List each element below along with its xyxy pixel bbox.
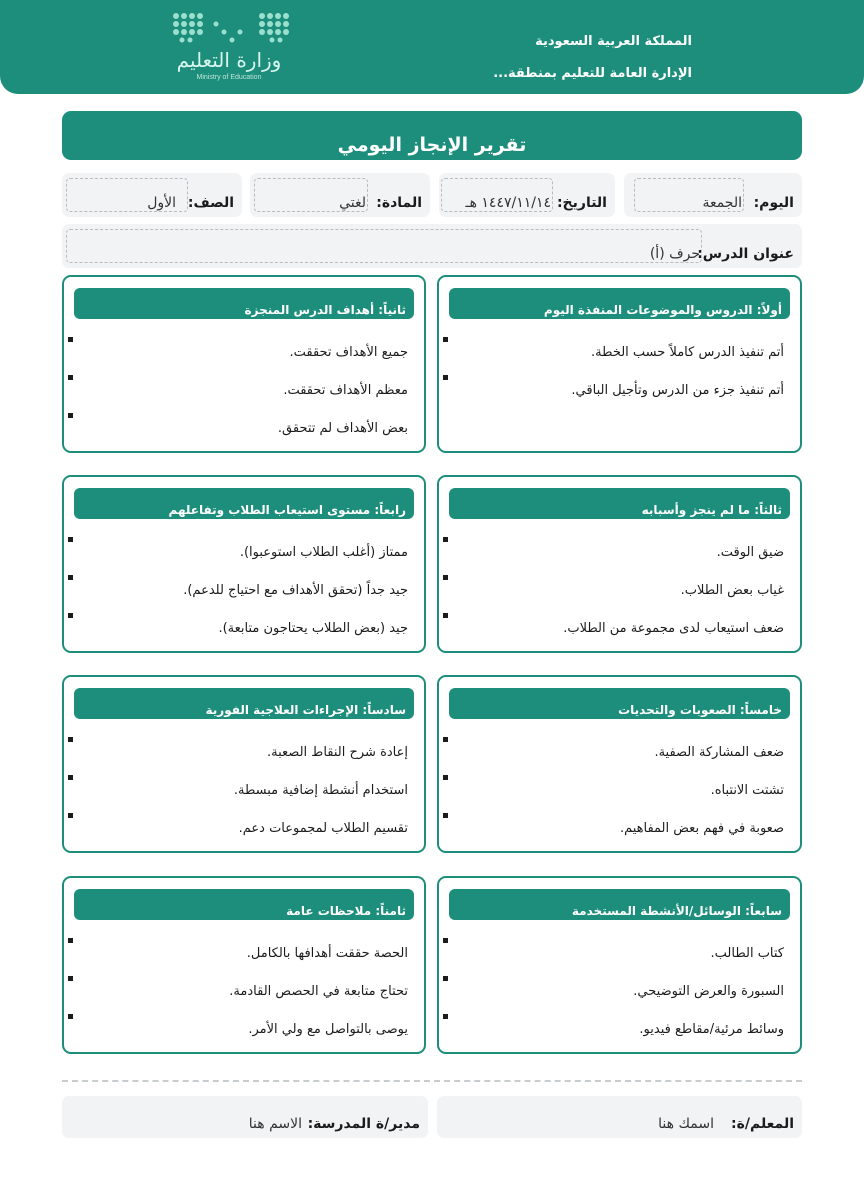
date-value: ١٤٤٧/١١/١٤ هـ <box>465 195 551 211</box>
report-section <box>62 475 426 653</box>
bullet-icon <box>443 976 448 981</box>
section-header <box>449 889 790 920</box>
section-title: ثانياً: أهداف الدرس المنجزة <box>244 303 406 317</box>
subject-label: المادة: <box>376 195 422 211</box>
bullet-icon <box>68 537 73 542</box>
bullet-icon <box>443 537 448 542</box>
section-title: أولاً: الدروس والموضوعات المنفذة اليوم <box>543 303 782 317</box>
section-title: سادساً: الإجراءات العلاجية الفورية <box>205 703 406 717</box>
section-item: استخدام أنشطة إضافية مبسطة. <box>233 783 408 798</box>
section-header <box>74 488 414 519</box>
section-title: رابعاً: مستوى استيعاب الطلاب وتفاعلهم <box>168 503 406 517</box>
subject-field <box>250 173 430 217</box>
principal-label: مدير/ة المدرسة: <box>307 1116 420 1132</box>
section-item: أتم تنفيذ جزء من الدرس وتأجيل الباقي. <box>571 383 784 398</box>
bullet-icon <box>68 1014 73 1019</box>
section-item: تشتت الانتباه. <box>710 783 784 798</box>
section-title: ثامناً: ملاحظات عامة <box>286 904 406 918</box>
section-item: أتم تنفيذ الدرس كاملاً حسب الخطة. <box>591 345 784 360</box>
subject-value: لغتي <box>339 195 366 211</box>
section-item: جميع الأهداف تحققت. <box>289 345 408 360</box>
report-title: تقرير الإنجاز اليومي <box>337 134 527 156</box>
bullet-icon <box>68 775 73 780</box>
section-item: غياب بعض الطلاب. <box>680 583 784 598</box>
bullet-icon <box>68 976 73 981</box>
section-item: يوصى بالتواصل مع ولي الأمر. <box>248 1022 408 1037</box>
bullet-icon <box>443 938 448 943</box>
bullet-icon <box>68 613 73 618</box>
ministry-logo <box>168 10 290 86</box>
section-title: خامساً: الصعوبات والتحديات <box>618 703 782 717</box>
bullet-icon <box>68 813 73 818</box>
report-section <box>437 275 802 453</box>
date-field <box>439 173 615 217</box>
section-header <box>74 688 414 719</box>
bullet-icon <box>443 613 448 618</box>
section-item: السبورة والعرض التوضيحي. <box>633 984 784 999</box>
section-item: إعادة شرح النقاط الصعبة. <box>267 745 408 760</box>
report-title-bar <box>62 111 802 160</box>
bullet-icon <box>443 737 448 742</box>
section-item: ممتاز (أغلب الطلاب استوعبوا). <box>239 545 408 560</box>
grade-field <box>62 173 242 217</box>
section-item: جيد جداً (تحقق الأهداف مع احتياج للدعم). <box>183 583 408 598</box>
lesson-field <box>62 224 802 268</box>
section-header <box>74 889 414 920</box>
section-item: الحصة حققت أهدافها بالكامل. <box>246 946 408 961</box>
report-section <box>62 675 426 853</box>
principal-signature-field <box>62 1096 428 1138</box>
principal-name[interactable]: الاسم هنا <box>248 1116 302 1132</box>
divider <box>62 1080 802 1082</box>
bullet-icon <box>68 938 73 943</box>
bullet-icon <box>68 575 73 580</box>
grade-value: الأول <box>147 195 176 211</box>
logo-name: وزارة التعليم <box>176 48 282 72</box>
teacher-signature-field <box>437 1096 802 1138</box>
logo-english-name: Ministry of Education <box>196 74 262 81</box>
section-header <box>74 288 414 319</box>
section-item: ضعف استيعاب لدى مجموعة من الطلاب. <box>563 621 784 636</box>
bullet-icon <box>443 1014 448 1019</box>
lesson-label: عنوان الدرس: <box>697 246 794 262</box>
bullet-icon <box>443 775 448 780</box>
section-item: جيد (بعض الطلاب يحتاجون متابعة). <box>218 621 408 636</box>
teacher-name[interactable]: اسمك هنا <box>658 1116 714 1132</box>
report-section <box>437 475 802 653</box>
bullet-icon <box>68 375 73 380</box>
date-label: التاريخ: <box>556 195 607 211</box>
section-item: تقسيم الطلاب لمجموعات دعم. <box>238 821 408 836</box>
bullet-icon <box>68 737 73 742</box>
section-title: ثالثاً: ما لم ينجز وأسبابه <box>641 503 782 517</box>
section-item: ضعف المشاركة الصفية. <box>654 745 784 760</box>
section-item: تحتاج متابعة في الحصص القادمة. <box>229 984 408 999</box>
bullet-icon <box>443 813 448 818</box>
header-country: المملكة العربية السعودية <box>535 34 692 49</box>
day-value: الجمعة <box>702 195 742 211</box>
day-label: اليوم: <box>753 195 794 211</box>
section-header <box>449 288 790 319</box>
section-title: سابعاً: الوسائل/الأنشطة المستخدمة <box>571 904 782 918</box>
page-header <box>0 0 864 94</box>
section-item: كتاب الطالب. <box>710 946 784 961</box>
report-section <box>62 876 426 1054</box>
teacher-label: المعلم/ة: <box>730 1116 794 1132</box>
lesson-value: حرف (أ) <box>649 246 700 262</box>
lesson-input-box[interactable] <box>66 229 702 263</box>
day-field <box>624 173 802 217</box>
header-text <box>493 26 692 90</box>
section-item: بعض الأهداف لم تتحقق. <box>277 421 408 436</box>
section-item: معظم الأهداف تحققت. <box>283 383 408 398</box>
section-item: وسائط مرئية/مقاطع فيديو. <box>639 1022 784 1037</box>
bullet-icon <box>68 337 73 342</box>
bullet-icon <box>443 575 448 580</box>
logo-dots-icon <box>168 10 290 50</box>
section-header <box>449 488 790 519</box>
report-section <box>437 876 802 1054</box>
bullet-icon <box>68 413 73 418</box>
section-item: صعوبة في فهم بعض المفاهيم. <box>619 821 784 836</box>
bullet-icon <box>443 375 448 380</box>
report-section <box>437 675 802 853</box>
report-section <box>62 275 426 453</box>
section-item: ضيق الوقت. <box>716 545 784 560</box>
bullet-icon <box>443 337 448 342</box>
header-department: الإدارة العامة للتعليم بمنطقة... <box>493 66 692 81</box>
grade-label: الصف: <box>187 195 234 211</box>
section-header <box>449 688 790 719</box>
